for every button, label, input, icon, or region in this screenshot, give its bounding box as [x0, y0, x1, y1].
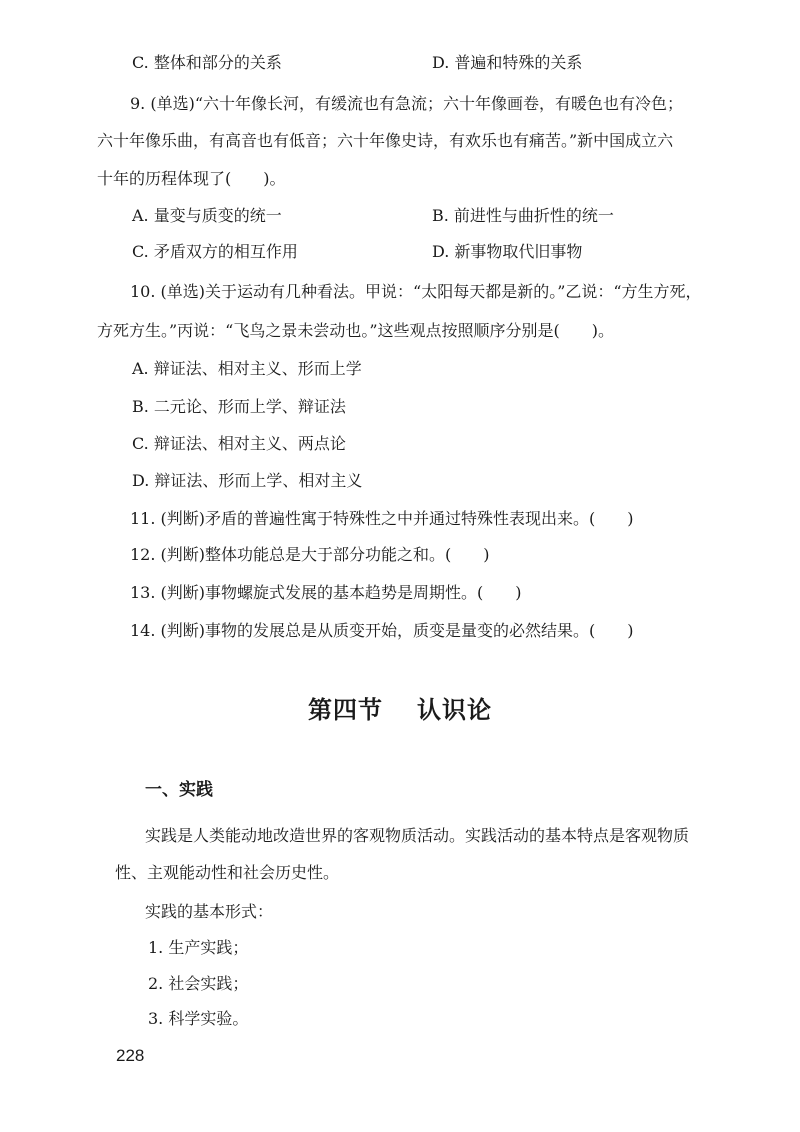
- forms-intro: 实践的基本形式：: [145, 902, 274, 921]
- q9-line-1: 9. (单选)“六十年像长河，有缓流也有急流；六十年像画卷，有暖色也有冷色；: [130, 94, 684, 113]
- para1-line-2: 性、主观能动性和社会历史性。: [115, 863, 340, 882]
- q9-option-a: A. 量变与质变的统一: [132, 206, 282, 225]
- q10-option-b: B. 二元论、形而上学、辩证法: [132, 397, 346, 416]
- section-name: 认识论: [417, 696, 492, 724]
- q10-line-2: 方死方生。”丙说：“飞鸟之景未尝动也。”这些观点按照顺序分别是( )。: [97, 321, 615, 340]
- para1-line-1: 实践是人类能动地改造世界的客观物质活动。实践活动的基本特点是客观物质: [145, 826, 690, 845]
- q9-option-b: B. 前进性与曲折性的统一: [432, 206, 614, 225]
- q8-option-c: C. 整体和部分的关系: [132, 53, 282, 72]
- q8-option-d: D. 普遍和特殊的关系: [432, 53, 583, 72]
- q9-line-2: 六十年像乐曲，有高音也有低音；六十年像史诗，有欢乐也有痛苦。”新中国成立六: [97, 131, 674, 150]
- q14: 14. (判断)事物的发展总是从质变开始，质变是量变的必然结果。( ): [130, 621, 634, 640]
- q13: 13. (判断)事物螺旋式发展的基本趋势是周期性。( ): [130, 583, 522, 602]
- form-item-1: 1. 生产实践；: [148, 938, 249, 957]
- q10-line-1: 10. (单选)关于运动有几种看法。甲说：“太阳每天都是新的。”乙说：“方生方死，: [130, 282, 702, 301]
- q10-option-a: A. 辩证法、相对主义、形而上学: [132, 359, 362, 378]
- q9-option-c: C. 矛盾双方的相互作用: [132, 242, 298, 261]
- q10-option-c: C. 辩证法、相对主义、两点论: [132, 434, 346, 453]
- form-item-2: 2. 社会实践；: [148, 974, 249, 993]
- q9-option-d: D. 新事物取代旧事物: [432, 242, 583, 261]
- section-number: 第四节: [308, 696, 383, 724]
- q9-line-3: 十年的历程体现了( )。: [97, 169, 286, 188]
- q10-option-d: D. 辩证法、形而上学、相对主义: [132, 471, 363, 490]
- subsection-title: 一、实践: [145, 780, 213, 800]
- q11: 11. (判断)矛盾的普遍性寓于特殊性之中并通过特殊性表现出来。( ): [130, 509, 634, 528]
- page-number: 228: [116, 1046, 145, 1065]
- section-title: [0, 690, 800, 725]
- q12: 12. (判断)整体功能总是大于部分功能之和。( ): [130, 545, 490, 564]
- form-item-3: 3. 科学实验。: [148, 1009, 249, 1028]
